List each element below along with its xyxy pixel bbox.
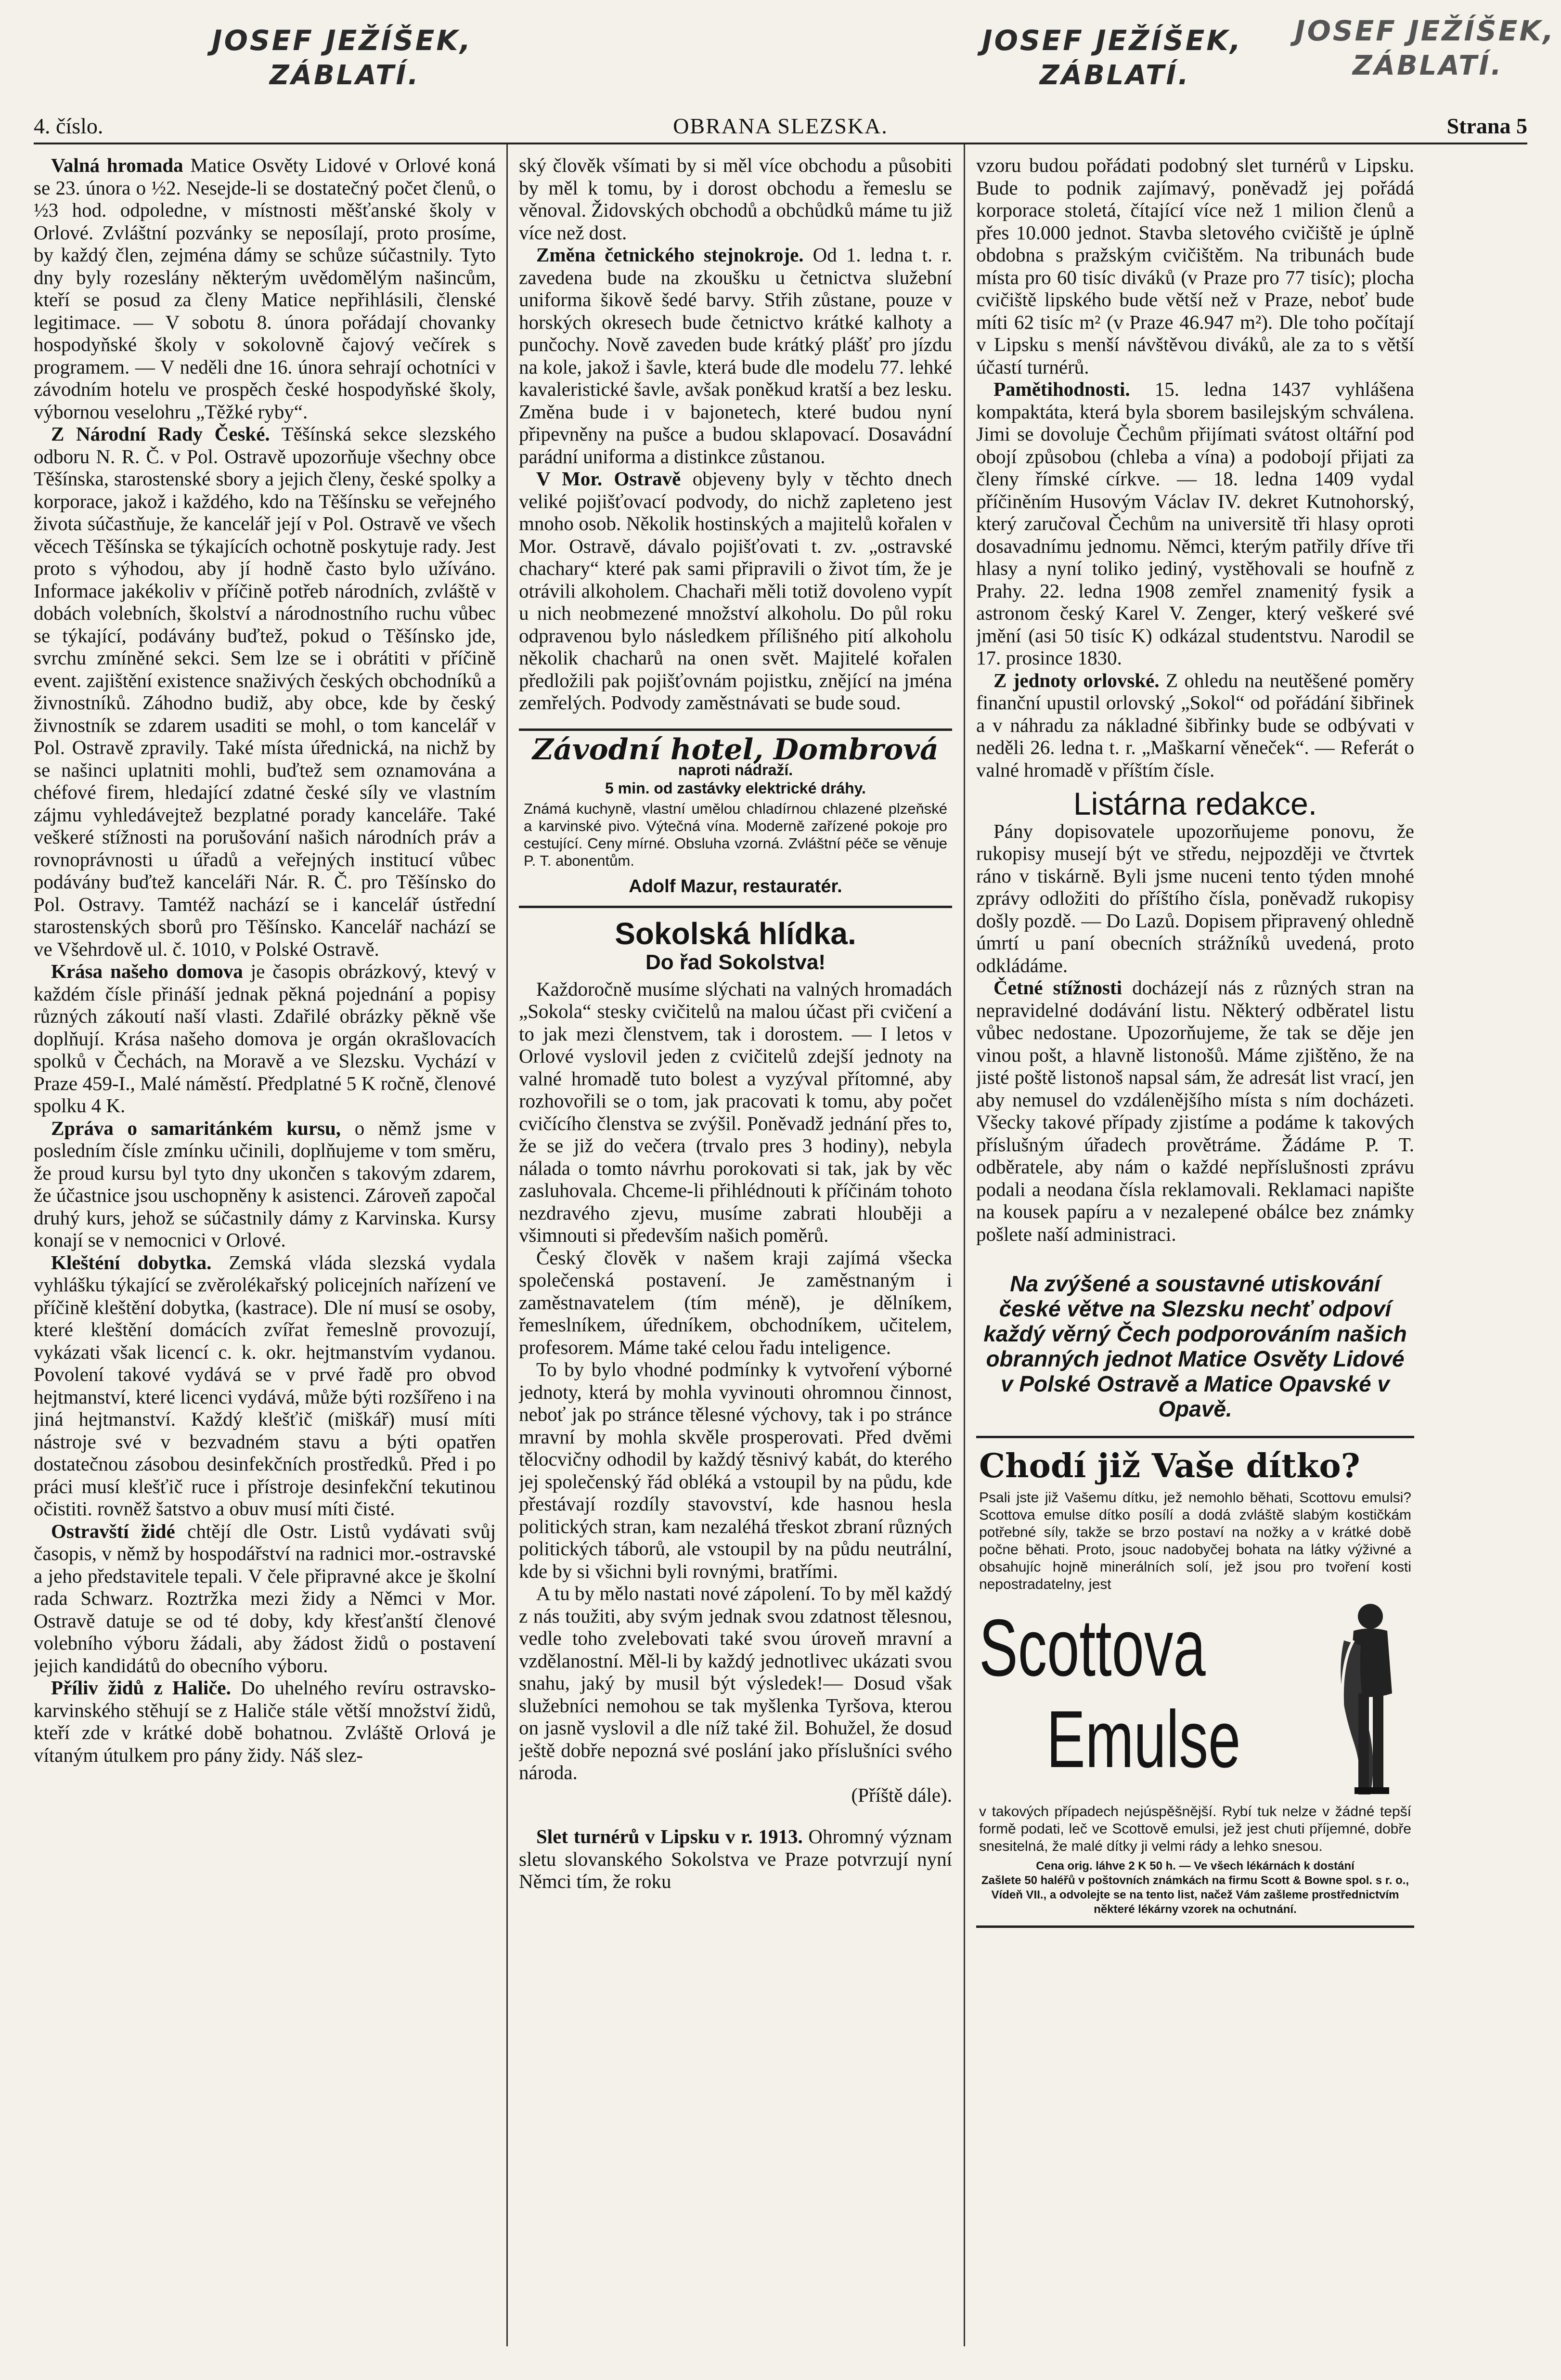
article-continuation: ský člověk všímati by si měl více obchodu a působiti by měl k tomu, by i dorost obchodu a řemeslu se věnoval. Židovských obchodů a obchůdků máme tu již více než dost. [519,154,952,244]
page-number: Strana 5 [1446,114,1527,138]
owner-stamp-left [212,24,472,91]
ad-headline: Chodí již Vaše dítko? [979,1447,1360,1485]
listarna-complaints: Četné stížnosti docházejí nás z různých stran na nepravidelné dodávání listu. Některý odběratel listu vůbec nedostane. Upozorňujeme, že tak se děje jen vinou pošt, a hlavně listonošů. Máme zjištěno, že na jisté poště listonoš napsal sám, že adresát list vrací, jen aby nemusel do vzdálenějšího místa s ním docházeti. Všecky takové případy zjistíme a podáme k takových příslušným úřadech provětráme. Žádáme P. T. odběratele, aby nám o každé nepříslušnosti zprávu podali a neodana čísla reklamovali. Reklamaci napište na kousek papíru a v nezalepené obálce bez známky pošlete naší administraci. [976,976,1414,1245]
page-header [34,115,1527,142]
article-slet-turneru: Slet turnérů v Lipsku v r. 1913. Ohromný význam sletu slovanského Sokolstva ve Praze potvrzují nyní Němci tím, že roku [519,1825,952,1892]
stamp-place: ZÁBLATÍ. [1353,50,1503,81]
newspaper-title: OBRANA SLEZSKA. [673,114,888,138]
column-2 [519,154,952,2341]
article-pametihodnosti: Pamětihodnosti. 15. ledna 1437 vyhlášena kompaktáta, která byla sborem basilejským schválena. Jimi se dovoluje Čechům přijímati svátost oltářní pod obojí způsobou (chleba a vína) a podobojí přijati za členy římské církve. — 18. ledna 1409 vydal příčiněním Husovým Václav IV. dekret Kutnohorský, který zaručoval Čechům na universitě tři hlasy oproti dosavadnímu jednomu. Němci, kterým patřily dříve tři hlasy a nyní toliko jediný, vystěhovali se houfně z Prahy. 22. ledna 1908 zemřel znamenitý fysik a astronom český Karel V. Zenger, který veškeré své jmění (asi 50 tisíc K) odkázal studentstvu. Narodil se 17. prosince 1830. [976,378,1414,669]
article-priliv-zidu: Příliv židů z Haliče. Do uhelného revíru ostravsko-karvinského stěhují se z Haliče stále větší množství židů, kteří zde v krátké době bohatnou. Zvláště Orlová je vítaným útulkem pro pány židy. Náš slez- [34,1677,496,1766]
ad-outro: v takových případech nejúspěšnější. Rybí tuk nelze v žádné tepší formě podati, leč ve Scottově emulsi, jež jest chuti příjemné, dobře snesitelná, že malé dítky ji velmi rády a lehko snesou. [979,1804,1411,1854]
article-cetnicky-stejnokroj: Změna četnického stejnokroje. Od 1. ledna t. r. zavedena bude na zkoušku u četnictva služební uniforma šikově šedé barvy. Střih zůstane, pouze v horských okresech bude četnictvo krátké kalhoty a punčochy. Nově zaveden bude krátký plášť pro jízdu na kole, jakož i šavle, která bude dle modelu 77. lehké kavaleristické šavle, avšak poněkud kratší a bez lesku. Změna bude i v bajonetech, které budou nyní připevněny na pušce a budou sklapovací. Dosavádní parádní uniforma a distinkce zůstanou. [519,244,952,468]
owner-stamp-right [1295,14,1555,81]
article-valna-hromada: Valná hromada Matice Osvěty Lidové v Orlové koná se 23. února o ½2. Nesejde-li se dostatečný počet členů, o ½3 hod. odpoledne, v místnosti měšťanské školy v Orlové. Zvláštní pozvánky se neposílají, proto prosíme, by každý člen, zejména dámy se schůze súčastnily. Tyto dny byly rozeslány některým uvědomělým našincům, kteří se posud za členy Matice nepřihlásili, členské legitimace. — V sobotu 8. února pořádají chovanky hospodyňské školy v sokolovně čajový večírek s programem. — V neděli dne 16. února sehrají ochotníci v závodním hotelu ve prospěch české hospodyňské školy, výbornou veselohru „Těžké ryby“. [34,154,496,423]
column-3 [976,154,1414,2341]
hotel-owner: Adolf Mazur, restauratér. [629,876,842,897]
article-samaritan-kurs: Zpráva o samaritánkém kursu, o němž jsme v posledním čísle zmínku učinili, doplňujeme v tom směru, že proud kursu byl tyto dny ukončen s takovým zdarem, že účastnice jsou uschopněny k asistenci. Zároveň započal druhý kurs, jehož se súčastnily dámy z Karvinska. Kursy konají se v nemocnici v Orlové. [34,1117,496,1251]
article-ostravsti-zide: Ostravští židé chtějí dle Ostr. Listů vydávati svůj časopis, v němž by hospodářství na radnici mor.-ostravské a jeho představitele tepali. V čele připravné akce je školní rada Schwarz. Roztržka mezi židy a Němci v Mor. Ostravě datuje se od té doby, kdy křesťanští členové volebního výboru žádali, aby žádost židů o postavení jejich kandidátů do obecního výboru. [34,1520,496,1677]
header-rule [34,143,1527,144]
sokol-paragraph: A tu by mělo nastati nové zápolení. To by měl každý z nás toužiti, aby svým jednak svou zdatnost tělesnou, vedle toho zvelebovati také svou úroveň mravní a vzdělanostní. Měl-li by každý jednotlivec ukázati svou snahu, jaký by musil být výsledek!— Dosud však služebníci nemohou se tak myšlenka Tyršova, kterou on jasně vyslovil a dle níž také žil. Bohužel, že dosud ještě dobře nepozná své poslání jako příslušníci svého národa. [519,1582,952,1783]
ad-intro: Psali jste již Vašemu dítku, jež nemohlo běhati, Scottovu emulsi? Scottova emulse dítko posílí a dodá zvláště slabým kostičkám potřebné síly, takže se brzo postaví na nožky a v krátké době počne běhati. Proto, jsouc nadobyčej bohata na látky výživné a obsahujíc hojně minerálních solí, jež jsou pro tvoření kosti nepostradatelny, jest [979,1490,1411,1592]
ad-brand-block [979,1597,1411,1799]
stamp-name: JOSEF JEŽÍŠEK, [982,24,1243,57]
stamp-place: ZÁBLATÍ. [1040,60,1190,91]
article-krasa-domova: Krása našeho domova je časopis obrázkový, ktevý v každém čísle přináší jednak pěkná pojednání a popisy různých zákoutí naší vlasti. Zdařilé obrázky pěkně vše doplňují. Krása našeho domova je orgán okrašlovacích spolků v Čechách, na Moravě a ve Slezsku. Vychází v Praze 459-I., Malé náměstí. Předplatné 5 K ročně, členové spolku 4 K. [34,960,496,1117]
sokol-paragraph: Každoročně musíme slýchati na valných hromadách „Sokola“ stesky cvičitelů na malou účast při cvičení a to jak mezi členstvem, tak i dorostem. — I letos v Orlové vyslovil jeden z cvičitelů zdejší jednoty na valné hromadě tuto bolest a vyzýval přítomné, aby rozhovořili se o tom, jak pracovati k tomu, aby počet cvičícího členstva se zvýšil. Poněvadž jednání přes to, že se již do večera (trvalo pres 3 hodiny), nebyla nálada o tomto návrhu porokovati si tak, jak by věc zasluhovala. Chceme-li přihlédnouti k příčinám tohoto nezdravého zjevu, musíme zabrati hlouběji a všimnouti si především našich poměrů. [519,977,952,1246]
article-klesteni: Klešténí dobytka. Zemská vláda slezská vydala vyhlášku týkající se zvěrolékařský policejních nařízení ve příčině kleštění dobytka, (kastrace). Dle ní musí se osoby, které kleštění domácích zvířat řemeslně provozují, vykázati však licencí c. k. okr. hejtmanstvím vydanou. Povolení takové vydává se v prvé řadě pro obvod hejtmanství, které licenci vydává, může býti rozšířeno i na jiná hejtmanství. Každý klešťič (miškář) musí míti nástroje své v bezvadném stavu a býti opatřen dostatečnou zásobou desinfekčních prostředků. Před i po práci musí klešťič ruce i přístroje desinfekční tekutinou očistiti. rovněž šatstvo a obuv musí míti čisté. [34,1251,496,1520]
sokol-paragraph: Český člověk v našem kraji zajímá všecka společenská postavení. Je zaměstnaným i zaměstnavatelem (tím méně), je dělníkem, řemeslníkem, úředníkem, obchodníkem, učitelem, profesorem. Máme také celou řadu inteligence. [519,1246,952,1358]
owner-stamp-middle [982,24,1242,91]
sokol-paragraph: To by bylo vhodné podmínky k vytvoření výborné jednoty, která by mohla vyvinouti ohromnou činnost, neboť jak po stránce tělesné výchovy, tak i po stránce mravní by mohla skvěle prosperovati. Před dvěmi tělocvičny odhodil by každý těsnivý kabát, do kterého jej společenský řád obléká a vstoupil by na půdu, kde přestávají rozdíly stavovství, kde hasnou hesla politických stran, kam nezaléhá třeskot zbraní různých politických táborů, ale vstoupil by na půdu neutrální, kde by si všichni byli rovnými, bratřími. [519,1358,952,1582]
fisherman-with-fish-icon [1325,1597,1411,1799]
hotel-title: Závodní hotel, Dombrová [532,732,939,767]
scott-emulsion-advertisement [976,1436,1414,1928]
continued-note: (Příště dále). [851,1783,952,1806]
stamp-place: ZÁBLATÍ. [270,60,420,91]
hotel-tram: 5 min. od zastávky elektrické dráhy. [605,780,866,797]
column-divider [506,144,508,2346]
ad-brand-line2: Emulse [1046,1694,1241,1784]
ad-price: Cena orig. láhve 2 K 50 h. — Ve všech lékárnách k dostání [1036,1860,1355,1873]
ad-sample-offer: Zašlete 50 haléřů v poštovních známkách na firmu Scott & Bowne spol. s r. o., Vídeň VII., a odvolejte se na tento list, načež Vám zašleme prostřednictvím některé lékárny vzorek na ochutnání. [981,1874,1409,1916]
stamp-name: JOSEF JEŽÍŠEK, [212,24,473,57]
section-title-listarna: Listárna redakce. [1073,786,1317,821]
hotel-location: naproti nádraží. [678,761,793,779]
stamp-name: JOSEF JEŽÍŠEK, [1295,14,1556,47]
column-divider [964,144,965,2346]
article-jednota-orlovska: Z jednoty orlovské. Z ohledu na neutěšené poměry finanční upustil orlovský „Sokol“ od pořádání šibřinek a v náhradu za nákladné šibřinky bude se odbývati v neděli 26. ledna t. r. „Maškarní věneček“. — Referát o valné hromadě v příštím čísle. [976,669,1414,781]
article-narodni-rada: Z Národní Rady České. Těšínská sekce slezského odboru N. R. Č. v Pol. Ostravě upozorňuje všechny obce Těšínska, starostenské sbory a jejich členy, české spolky a korporace, jakož i každého, kdo na Těšínsku se veřejného života súčastňuje, že kancelář její v Pol. Ostravě ve všech věcech Těšínska se týkajících ochotně poskytuje rady. Jest proto s výhodou, aby jí hodně často bylo užíváno. Informace jakékoliv v příčině potřeb národních, zvláště v dobách volebních, školství a národnostního ruchu vůbec se týkající, podávány buďtež, pokud o Těšínsko jde, svrchu zmíněné sekci. Sem lze se i obrátiti v příčině event. zajištění existence snaživých českých obchodníků a živnostníků. Záhodno budiž, aby obce, kde by český živnostník se zdarem usaditi se mohl, o tom kancelář v Pol. Ostravě zpravily. Také místa úřednická, na nichž by se našinci uplatniti mohli, buďtež sem oznamována a chéfové firem, hledající zdatné české síly ve vlastním zájmu vyhledávejtež bezplatné porady kanceláře. Také veškeré stížnosti na porušování našich národních práv a rovnoprávnosti u úřadů a veřejných institucí vůbec podávány buďtež kanceláři Nár. R. Č. pro Těšínsko do Pol. Ostravy. Tamtéž nachází se i kancelář ústřední starostenských sborů pro Těšínsko. Kancelář nachází se ve Všehrdově ul. č. 1010, v Polské Ostravě. [34,423,496,960]
hotel-description: Známá kuchyně, vlastní umělou chladírnou chlazené plzeňské a karvinské pivo. Výtečná vína. Moderně zařízené pokoje pro cestující. Ceny mírné. Obsluha vzorná. Zvláštní péče se věnuje P. T. abonentům. [524,800,947,869]
article-continuation: vzoru budou pořádati podobný slet turnérů v Lipsku. Bude to podnik zajímavý, poněvadž jej pořádá korporace stoletá, čítající více než 1 milion členů a přes 10.000 jednot. Stavba sletového cvičiště je úplně obdobna s pražským cvičištěm. Na tribunách bude místa pro 60 tisíc diváků (v Praze pro 77 tisíc); plocha cvičiště lipského bude větší než v Praze, neboť bude míti 62 tisíc m² (v Praze 46.947 m²). Dle toho počítají v Lipsku s menší návštěvou diváků, ale za to s větší účastí turnérů. [976,154,1414,378]
issue-number: 4. číslo. [34,114,103,138]
ad-brand-line1: Scottova [979,1602,1206,1693]
column-1 [34,154,496,2341]
article-mor-ostrava: V Mor. Ostravě objeveny byly v těchto dnech veliké pojišťovací podvody, do nichž zapleteno jest mnoho osob. Několik hostinských a majitelů kořalen v Mor. Ostravě, dávalo pojišťovati t. zv. „ostravské chachary“ které pak sami připravili o život tím, že je otrávili alkoholem. Chachaři měli totiž dovoleno vypít u nich neobmezené množství alkoholu. Do půl roku odpravenou bylo následkem přílišného pití alkoholu několik chacharů na onen svět. Majitelé kořalen předložili pak pojišťovnám pojistku, znějící na jména zemřelých. Podvody zaměstnávati se bude soud. [519,468,952,714]
hotel-advertisement [519,728,952,908]
appeal-notice: Na zvýšené a soustavné utiskování české větve na Slezsku nechť odpoví každý věrný Čech podporováním našich obranných jednot Matice Osvěty Lidové v Polské Ostravě a Matice Opavské v Opavě. [983,1271,1407,1421]
section-title-sokolska-hlidka: Sokolská hlídka. [615,916,856,951]
listarna-paragraph: Pány dopisovatele upozorňujeme ponovu, že rukopisy musejí být ve středu, nejpozději ve čtvrtek ráno v tiskárně. Byli jsme nuceni tento týden mnohé zprávy odložiti do příštího čísla, poněvadž rukopisy došly pozdě. — Do Lazů. Dopisem připravený ohledně úmrtí u paní obecních strážníků uvedená, proto odkládáme. [976,819,1414,976]
section-subtitle: Do řad Sokolstva! [645,950,826,974]
